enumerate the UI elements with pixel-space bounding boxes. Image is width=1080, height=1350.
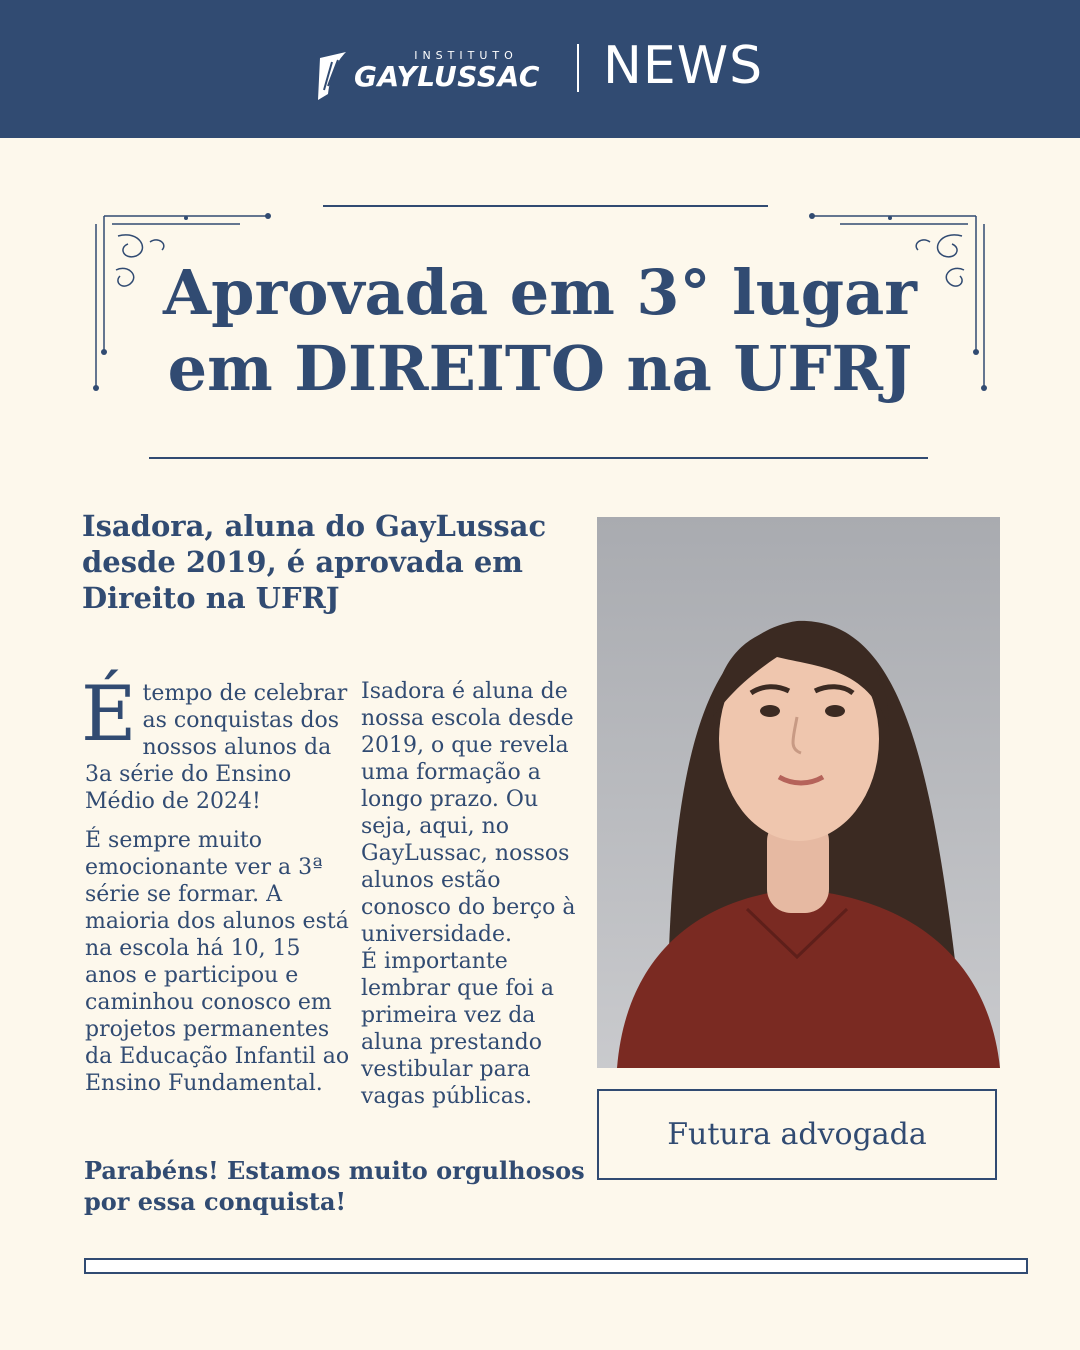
paragraph-4: É importante lembrar que foi a primeira vez da aluna prestando vestibular para vagas públicas. [361, 949, 554, 1109]
footer-rule [84, 1258, 1028, 1274]
logo-subtitle: INSTITUTO [414, 49, 518, 62]
drop-cap: É [81, 669, 137, 758]
ornament-frame [0, 0, 1080, 480]
paragraph-intro [81, 669, 350, 815]
article-column-2 [361, 678, 586, 1110]
subheadline: Isadora, aluna do GayLussac desde 2019, é aprovada em Direito na UFRJ [82, 509, 547, 615]
headline-line-2: em DIREITO na UFRJ [167, 332, 913, 405]
paragraph-3: Isadora é aluna de nossa escola desde 2019, o que revela uma formação a longo prazo. Ou seja, aqui, no GayLussac, nossos alunos estão conosco do berço à universidade. [361, 679, 576, 947]
paragraph-intro-text: tempo de celebrar as conquistas dos nossos alunos da 3a série do Ensino Médio de 2024! [85, 681, 348, 814]
closing-statement: Parabéns! Estamos muito orgulhosos por essa conquista! [84, 1156, 585, 1216]
student-portrait-icon [597, 517, 1000, 1068]
headline-line-1: Aprovada em 3° lugar [163, 256, 917, 329]
photo-caption: Futura advogada [597, 1089, 997, 1180]
student-photo [597, 517, 1000, 1068]
section-title: NEWS [603, 36, 764, 96]
logo-name: GAYLUSSAC [354, 60, 540, 93]
headline [120, 255, 960, 407]
paragraph-2: É sempre muito emocionante ver a 3ª série se formar. A maioria dos alunos está na escola há 10, 15 anos e participou e caminhou conosco em projetos permanentes da Educação Infantil ao Ensino Fundamental. [85, 828, 350, 1096]
article-column-1 [81, 669, 350, 1109]
